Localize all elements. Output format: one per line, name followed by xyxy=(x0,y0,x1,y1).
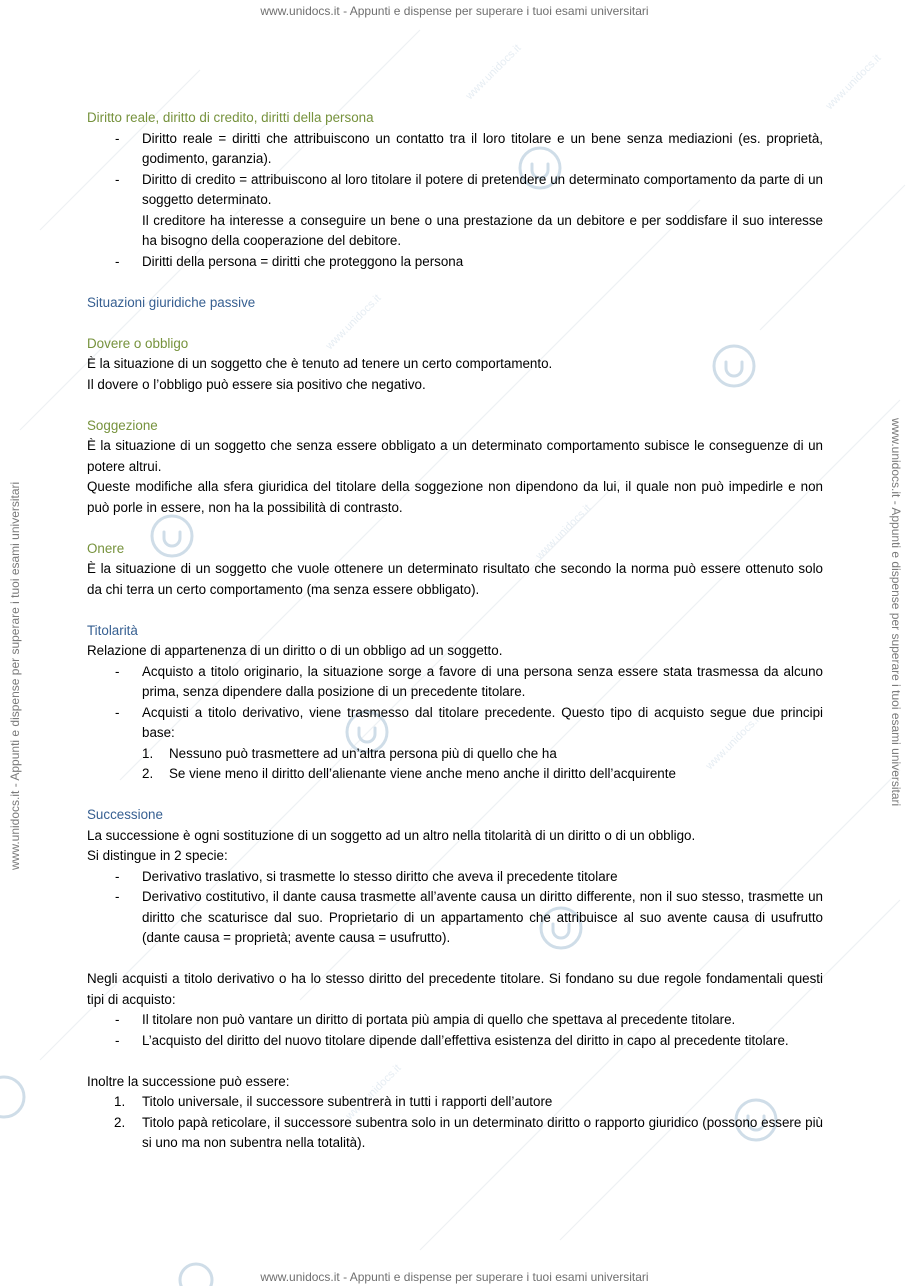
list-item: - Diritti della persona = diritti che proteggono la persona xyxy=(87,252,823,273)
heading-titolarita: Titolarità xyxy=(87,622,138,638)
credito-note: Il creditore ha interesse a conseguire un bene o una prestazione da un debitore e per soddisfare il suo interesse ha bisogno della cooperazione del debitore. xyxy=(142,212,823,248)
document-body xyxy=(87,108,823,1154)
diritti-list xyxy=(87,129,823,273)
heading-diritti: Diritto reale, diritto di credito, diritti della persona xyxy=(87,110,374,125)
item-text: Titolo universale, il successore subentrerà in tutti i rapporti dell’autore xyxy=(142,1094,553,1109)
list-item: - Acquisti a titolo derivativo, viene trasmesso dal titolare precedente. Questo tipo di acquisto segue due principi base: xyxy=(87,703,823,744)
list-item: - Derivativo costitutivo, il dante causa trasmette all’avente causa un diritto differente, non il suo stesso, trasmette un diritto che scaturisce dal suo. Proprietario di un appartamento che attribuisce al suo avente causa di usufrutto (dante causa = proprietà; avente causa = usufrutto). xyxy=(87,887,823,949)
item-number: 2. xyxy=(142,766,154,781)
heading-successione: Successione xyxy=(87,807,163,822)
list-item xyxy=(87,170,823,252)
item-number: 1. xyxy=(114,1094,126,1109)
svg-text:www.unidocs.it: www.unidocs.it xyxy=(823,52,884,113)
paragraph: Si distingue in 2 specie: xyxy=(87,848,228,863)
svg-text:www.unidocs.it: www.unidocs.it xyxy=(463,42,524,103)
paragraph: È la situazione di un soggetto che è tenuto ad tenere un certo comportamento. xyxy=(87,356,553,371)
heading-onere: Onere xyxy=(87,540,125,556)
svg-text:www.unidocs.it: www.unidocs.it xyxy=(703,712,764,773)
heading-soggezione: Soggezione xyxy=(87,417,158,433)
paragraph: La successione è ogni sostituzione di un soggetto ad un altro nella titolarità di un diritto o di un obbligo. xyxy=(87,827,696,843)
svg-text:www.unidocs.it: www.unidocs.it xyxy=(533,502,594,563)
list-item-text: Diritto di credito = attribuiscono al loro titolare il potere di pretendere un determinato comportamento da parte di un soggetto determinato. xyxy=(142,171,823,207)
paragraph: Relazione di appartenenza di un diritto o di un obbligo ad un soggetto. xyxy=(87,643,503,658)
list-item xyxy=(87,1113,823,1154)
list-item: - Diritto reale = diritti che attribuiscono un contatto tra il loro titolare e un bene senza mediazioni (es. proprietà, godimento, garanzia). xyxy=(87,129,823,170)
paragraph: Queste modifiche alla sfera giuridica del titolare della soggezione non dipendono da lui, il quale non può impedirle e non può porle in essere, non ha la possibilità di contrasto. xyxy=(87,479,823,515)
list-item: - Il titolare non può vantare un diritto di portata più ampia di quello che spettava al precedente titolare. xyxy=(87,1010,823,1031)
heading-dovere: Dovere o obbligo xyxy=(87,335,189,351)
principi-list xyxy=(87,744,823,785)
watermark-side-left: www.unidocs.it - Appunti e dispense per superare i tuoi esami universitari xyxy=(8,481,22,870)
list-item xyxy=(87,764,823,785)
list-item xyxy=(87,1092,823,1113)
acquisti-list xyxy=(87,1010,823,1051)
watermark-banner-bottom: www.unidocs.it - Appunti e dispense per superare i tuoi esami universitari xyxy=(260,1270,649,1284)
watermark-banner-top: www.unidocs.it - Appunti e dispense per superare i tuoi esami universitari xyxy=(260,4,649,18)
paragraph: Negli acquisti a titolo derivativo o ha lo stesso diritto del precedente titolare. Si fondano su due regole fondamentali questi tipi di acquisto: xyxy=(87,971,823,1007)
item-number: 1. xyxy=(142,745,154,761)
successione-list xyxy=(87,867,823,949)
list-item: - L’acquisto del diritto del nuovo titolare dipende dall’effettiva esistenza del diritto in capo al precedente titolare. xyxy=(87,1031,823,1052)
watermark-side-right: www.unidocs.it - Appunti e dispense per superare i tuoi esami universitari xyxy=(889,418,903,807)
paragraph: È la situazione di un soggetto che vuole ottenere un determinato risultato che secondo la norma può essere ottenuto solo da chi terra un certo comportamento (ma senza essere obbligato). xyxy=(87,561,823,597)
heading-passive: Situazioni giuridiche passive xyxy=(87,294,256,310)
list-item xyxy=(87,744,823,765)
paragraph: Inoltre la successione può essere: xyxy=(87,1073,290,1089)
item-text: Nessuno può trasmettere ad un’altra persona più di quello che ha xyxy=(169,745,557,761)
item-text: Titolo papà reticolare, il successore subentra solo in un determinato diritto o rapporto giuridico (possono essere più si uno ma non subentra nella totalità). xyxy=(142,1114,823,1150)
paragraph: Il dovere o l’obbligo può essere sia positivo che negativo. xyxy=(87,376,426,392)
item-number: 2. xyxy=(114,1114,126,1130)
item-text: Se viene meno il diritto dell’alienante viene anche meno anche il diritto dell’acquirente xyxy=(169,766,676,781)
titolarita-list xyxy=(87,662,823,744)
svg-text:www.unidocs.it: www.unidocs.it xyxy=(343,1062,404,1123)
list-item: - Derivativo traslativo, si trasmette lo stesso diritto che aveva il precedente titolare xyxy=(87,867,823,888)
svg-text:www.unidocs.it: www.unidocs.it xyxy=(323,292,384,353)
inoltre-list xyxy=(87,1092,823,1154)
list-item: - Acquisto a titolo originario, la situazione sorge a favore di una persona senza essere stata trasmessa da alcuno prima, senza dipendere dalla posizione di un precedente titolare. xyxy=(87,662,823,703)
paragraph: È la situazione di un soggetto che senza essere obbligato a un determinato comportamento subisce le conseguenze di un potere altrui. xyxy=(87,438,823,474)
